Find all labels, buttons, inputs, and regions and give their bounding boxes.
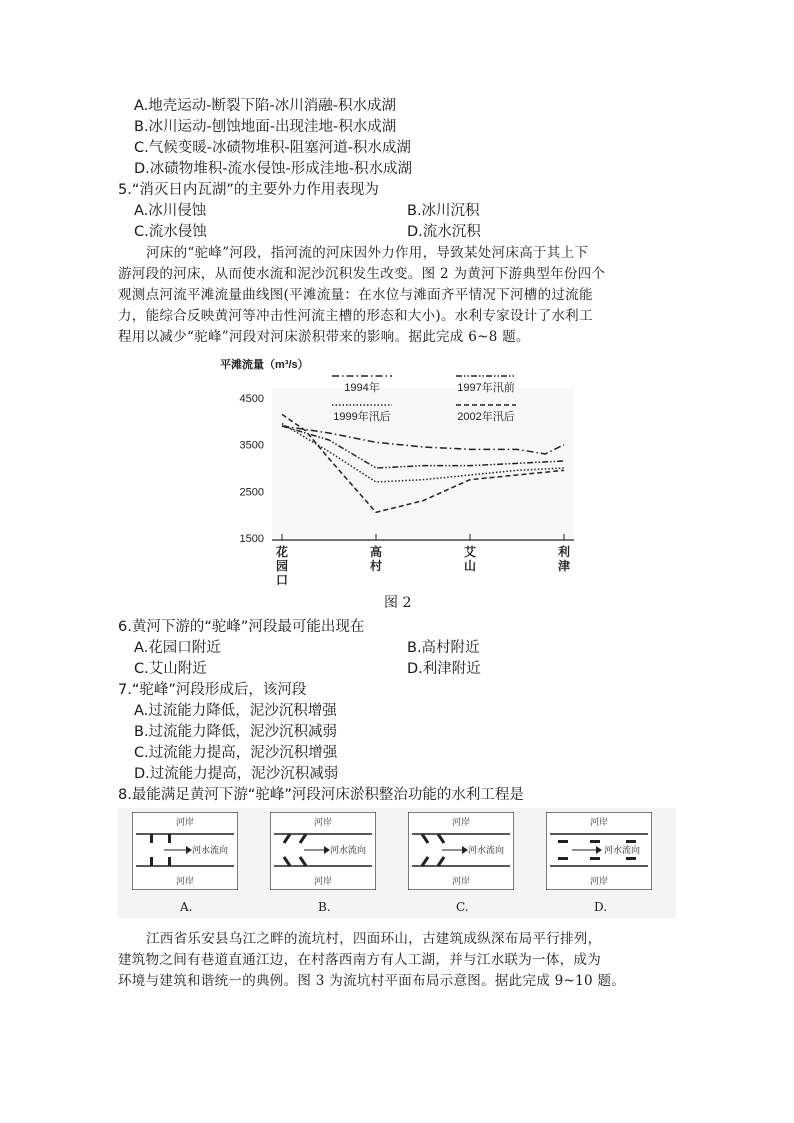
- q4-option-c: C.气候变暖-冰碛物堆积-阻塞河道-积水成湖: [134, 140, 411, 156]
- discharge-chart-svg: [212, 350, 602, 620]
- q6-option-c: C.艾山附近: [134, 661, 207, 677]
- passage1-line-2: 游河段的河床，从而使水流和泥沙沉积发生改变。图 2 为黄河下游典型年份四个: [118, 266, 606, 282]
- q4-option-d: D.冰碛物堆积-流水侵蚀-形成洼地-积水成湖: [134, 161, 412, 177]
- q7-stem: 7.“驼峰”河段形成后，该河段: [118, 682, 307, 698]
- q5-option-c: C.流水侵蚀: [134, 224, 207, 240]
- q8-c-bank-bottom: 河岸: [451, 877, 471, 887]
- q8-label-a: A.: [180, 900, 193, 914]
- q8-d-bank-top: 河岸: [589, 818, 609, 828]
- q6-option-b: B.高村附近: [407, 640, 480, 656]
- x-tick-label: 花: [275, 545, 289, 559]
- passage2-line-1: 江西省乐安县乌江之畔的流坑村，四面环山，古建筑成纵深布局平行排列，: [146, 931, 602, 947]
- q4-option-b: B.冰川运动-刨蚀地面-出现洼地-积水成湖: [134, 119, 397, 135]
- q7-option-c: C.过流能力提高，泥沙沉积增强: [134, 745, 338, 761]
- x-tick-label: 山: [463, 559, 477, 573]
- q8-label-b: B.: [318, 900, 331, 914]
- q6-option-a: A.花园口附近: [134, 640, 221, 656]
- q8-a-bank-bottom: 河岸: [175, 877, 195, 887]
- q8-a-flow: 河水流向: [191, 846, 229, 856]
- legend-label: 2002年汛后: [457, 411, 515, 423]
- discharge-chart: [212, 350, 602, 620]
- passage2-line-3: 环境与建筑和谐统一的典例。图 3 为流坑村平面布局示意图。据此完成 9~10 题。: [118, 973, 626, 989]
- y-tick-label: 3500: [239, 439, 264, 452]
- passage1-line-1: 河床的“驼峰”河段，指河流的河床因外力作用，导致某处河床高于其上下: [146, 245, 589, 261]
- x-tick-label: 园: [275, 559, 289, 573]
- x-tick-label: 津: [557, 559, 571, 573]
- q4-option-a: A.地壳运动-断裂下陷-冰川消融-积水成湖: [134, 98, 396, 114]
- x-tick-label: 利: [557, 545, 571, 559]
- passage1-line-4: 力，能综合反映黄河等冲击性河流主槽的形态和大小)。水利专家设计了水利工: [118, 308, 593, 324]
- q8-b-flow: 河水流向: [329, 846, 367, 856]
- q8-d-bank-bottom: 河岸: [589, 877, 609, 887]
- q8-c-bank-top: 河岸: [451, 818, 471, 828]
- q8-b-bank-bottom: 河岸: [313, 877, 333, 887]
- q5-option-b: B.冰川沉积: [407, 203, 480, 219]
- x-tick-label: 村: [369, 559, 383, 573]
- q8-diagram-d: [546, 812, 652, 890]
- y-tick-label: 1500: [239, 533, 264, 545]
- q8-a-bank-top: 河岸: [175, 818, 195, 828]
- q8-diagram-c: [408, 812, 514, 890]
- y-axis-label: 平滩流量（m³/s）: [220, 359, 309, 371]
- q8-b-bank-top: 河岸: [313, 818, 333, 828]
- q7-option-b: B.过流能力降低，泥沙沉积减弱: [134, 724, 338, 740]
- q8-diagram-b: [270, 812, 376, 890]
- q7-option-d: D.过流能力提高，泥沙沉积减弱: [134, 766, 339, 782]
- q8-c-flow: 河水流向: [467, 846, 505, 856]
- y-tick-label: 4500: [239, 393, 264, 405]
- q8-label-c: C.: [456, 900, 469, 914]
- q8-label-d: D.: [594, 900, 608, 914]
- legend-label: 1999年汛后: [333, 411, 391, 423]
- legend-label: 1997年汛前: [457, 382, 515, 394]
- x-tick-label: 高: [369, 545, 383, 559]
- figure-2-caption: 图 2: [384, 595, 412, 611]
- q8-diagram-a: [132, 812, 238, 890]
- q5-option-d: D.流水沉积: [407, 224, 481, 240]
- passage1-line-3: 观测点河流平滩流量曲线图(平滩流量：在水位与滩面齐平情况下河槽的过流能: [118, 287, 593, 303]
- q8-d-flow: 河水流向: [603, 846, 641, 856]
- x-tick-label: 艾: [463, 545, 477, 559]
- passage2-line-2: 建筑物之间有巷道直通江边，在村落西南方有人工湖，并与江水联为一体，成为: [118, 952, 601, 968]
- q7-option-a: A.过流能力降低，泥沙沉积增强: [134, 703, 337, 719]
- y-tick-label: 2500: [239, 486, 264, 499]
- q5-option-a: A.冰川侵蚀: [134, 203, 207, 219]
- passage1-line-5: 程用以减少“驼峰”河段对河床淤积带来的影响。据此完成 6~8 题。: [118, 329, 530, 345]
- q8-stem: 8.最能满足黄河下游“驼峰”河段河床淤积整治功能的水利工程是: [118, 787, 524, 803]
- legend-label: 1994年: [344, 382, 380, 394]
- q6-stem: 6.黄河下游的“驼峰”河段最可能出现在: [118, 619, 365, 635]
- x-tick-label: 口: [275, 573, 289, 587]
- q6-option-d: D.利津附近: [407, 661, 481, 677]
- q5-stem: 5.“消灭日内瓦湖”的主要外力作用表现为: [118, 182, 379, 198]
